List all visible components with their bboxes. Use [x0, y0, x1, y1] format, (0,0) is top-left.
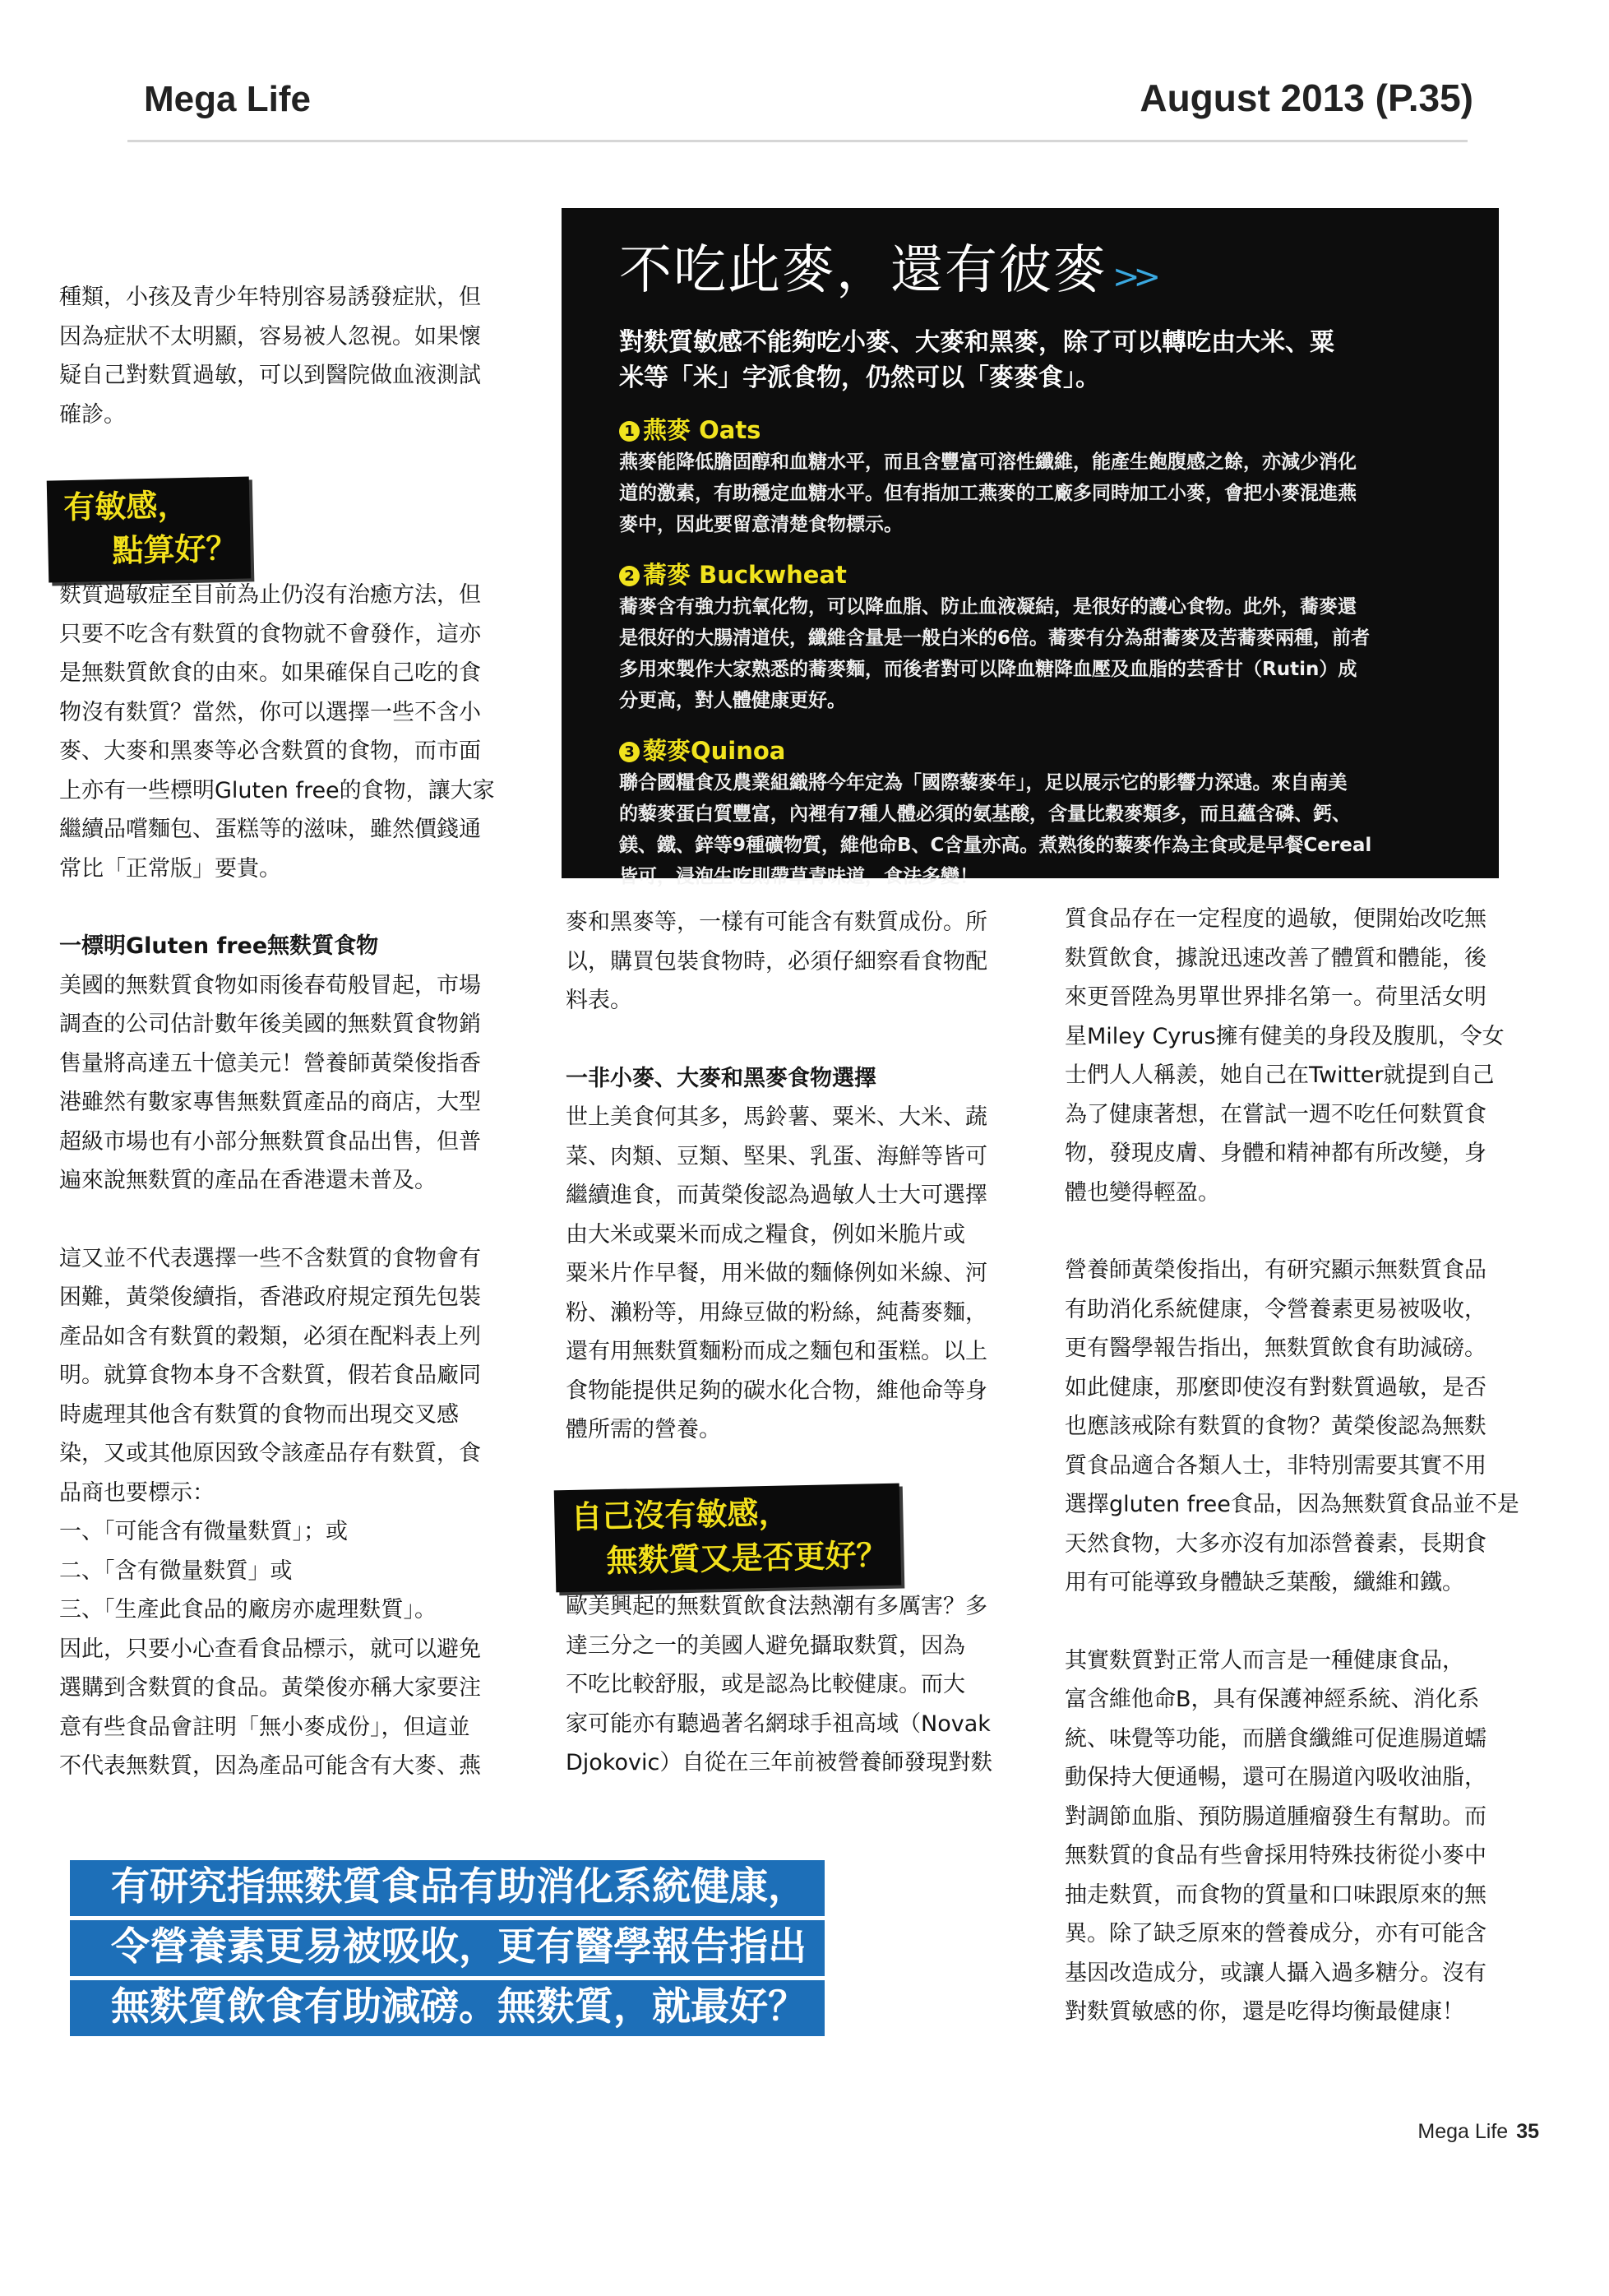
text-line: 這又並不代表選擇一些不含麩質的食物會有: [59, 1245, 481, 1271]
col3-body: [1065, 900, 1533, 2032]
pull-quote-line: 令營養素更易被吸收，更有醫學報告指出: [70, 1920, 825, 1976]
text-line: 困難，黃榮俊續指，香港政府規定預先包裝: [59, 1285, 481, 1310]
text-line: 鎂、鐵、鋅等9種礦物質，維他命B、C含量亦高。煮熟後的藜麥作為主食或是早餐Cereal: [619, 835, 1372, 856]
grain-name: 燕麥 Oats: [643, 416, 761, 444]
text-line: 遍來說無麩質的產品在香港還未普及。: [59, 1168, 437, 1193]
text-line: 港雖然有數家專售無麩質產品的商店，大型: [59, 1090, 481, 1115]
text-line: 還有用無麩質麵粉而成之麵包和蛋糕。以上: [566, 1339, 987, 1364]
text-line: 分更高，對人體健康更好。: [619, 690, 846, 711]
text-line: 星Miley Cyrus擁有健美的身段及腹肌，令女: [1065, 1023, 1505, 1049]
text-line: 富含維他命B，具有保護神經系統、消化系: [1065, 1687, 1480, 1712]
subheading-gluten-free: 一標明Gluten free無麩質食物: [59, 933, 379, 959]
text-line: 達三分之一的美國人避免攝取麩質，因為: [566, 1632, 965, 1659]
text-line: 繼續進食，而黃榮俊認為過敏人士大可選擇: [566, 1183, 987, 1208]
header-divider: [127, 140, 1468, 142]
heading-line: 點算好？: [112, 530, 238, 569]
text-line: 動保持大便通暢，還可在腸道內吸收油脂，: [1065, 1765, 1486, 1790]
text-line: 由大米或粟米而成之糧食，例如米脆片或: [566, 1221, 965, 1248]
subheading-non-wheat-options: 一非小麥、大麥和黑麥食物選擇: [566, 1065, 876, 1091]
text-line: 食物能提供足夠的碳水化合物，維他命等身: [566, 1377, 987, 1404]
grain-name: 藜麥Quinoa: [643, 737, 786, 765]
grain-alternatives-box: [562, 208, 1499, 887]
footer: [1417, 2120, 1539, 2144]
text-line: 道的激素，有助穩定血糖水平。但有指加工燕麥的工廠多同時加工小麥，會把小麥混進燕: [619, 483, 1357, 504]
text-line: 麥、大麥和黑麥等必含麩質的食物，而市面: [59, 738, 481, 764]
text-line: 士們人人稱羨，她自己在Twitter就提到自己: [1065, 1062, 1495, 1088]
text-line: 米等「米」字派食物，仍然可以「麥麥食」。: [619, 363, 1100, 392]
text-line: 多用來製作大家熟悉的蕎麥麵，而後者對可以降血糖降血壓及血脂的芸香甘（Rutin）成: [619, 659, 1357, 680]
footer-brand: Mega Life: [1417, 2120, 1509, 2143]
text-line: 產品如含有麩質的穀類，必須在配料表上列: [59, 1323, 481, 1349]
text-line: 天然食物，大多亦沒有加添營養素，長期食: [1065, 1530, 1486, 1557]
text-line: 售量將高達五十億美元！營養師黃榮俊指香: [59, 1050, 481, 1076]
text-line: 繼續品嚐麵包、蛋糕等的滋味，雖然價錢通: [59, 817, 481, 842]
text-line: 菜、肉類、豆類、堅果、乳蛋、海鮮等皆可: [566, 1143, 987, 1169]
text-line: 為了健康著想，在嘗試一週不吃任何麩質食: [1065, 1101, 1486, 1127]
text-line: 質食品適合各類人士，非特別需要其實不用: [1065, 1452, 1486, 1479]
text-line: 因此，只要小心查看食品標示，就可以避免: [59, 1636, 481, 1662]
number-badge-icon: 3: [619, 742, 640, 762]
text-line: 一、「可能含有微量麩質」；或: [59, 1519, 348, 1544]
text-line: 對麩質敏感不能夠吃小麥、大麥和黑麥，除了可以轉吃由大米、粟: [619, 328, 1334, 357]
col1-intro: [59, 278, 520, 434]
text-line: 基因改造成分，或讓人攝入過多糖分。沒有: [1065, 1960, 1486, 1986]
text-line: 對調節血脂、預防腸道腫瘤發生有幫助。而: [1065, 1803, 1486, 1830]
col2-top: [566, 903, 1026, 1450]
text-line: 麩質過敏症至目前為止仍沒有治癒方法，但: [59, 582, 481, 608]
text-line: 是無麩質飲食的由來。如果確保自己吃的食: [59, 660, 481, 686]
text-line: 粉、瀨粉等，用綠豆做的粉絲，純蕎麥麵，: [566, 1299, 987, 1326]
text-line: 質食品存在一定程度的過敏，便開始改吃無: [1065, 906, 1486, 932]
text-line: Djokovic）自從在三年前被營養師發現對麩: [566, 1750, 993, 1775]
text-line: 確診。: [59, 401, 126, 428]
text-line: 對麩質敏感的你，還是吃得均衡最健康！: [1065, 1999, 1464, 2025]
text-line: 是很好的大腸清道伕，纖維含量是一般白米的6倍。蕎麥有分為甜蕎麥及苦蕎麥兩種，前者: [619, 627, 1371, 649]
text-line: 只要不吃含有麩質的食物就不會發作，這亦: [59, 621, 481, 647]
text-line: 種類，小孩及青少年特別容易誘發症狀，但: [59, 285, 481, 310]
text-line: 用有可能導致身體缺乏葉酸，纖維和鐵。: [1065, 1570, 1464, 1595]
heading-allergy-what-to-do: [47, 476, 252, 582]
text-line: 常比「正常版」要貴。: [59, 855, 281, 882]
text-line: 染，又或其他原因致令該產品存有麩質，食: [59, 1441, 481, 1466]
text-line: 調查的公司估計數年後美國的無麩質食物銷: [59, 1011, 481, 1037]
text-line: 意有些食品會註明「無小麥成份」，但這並: [59, 1714, 470, 1740]
text-line: 營養師黃榮俊指出，有研究顯示無麩質食品: [1065, 1257, 1486, 1283]
pull-quote-line: 有研究指無麩質食品有助消化系統健康，: [70, 1860, 825, 1916]
text-line: 更有醫學報告指出，無麩質飲食有助減磅。: [1065, 1335, 1486, 1361]
text-line: 麥中，因此要留意清楚食物標示。: [619, 514, 903, 535]
text-line: 其實麩質對正常人而言是一種健康食品，: [1065, 1647, 1464, 1673]
text-line: 抽走麩質，而食物的質量和口味跟原來的無: [1065, 1882, 1486, 1908]
text-line: 聯合國糧食及農業組織將今年定為「國際藜麥年」，足以展示它的影響力深遠。來自南美: [619, 772, 1348, 794]
heading-line: 有敏感，: [62, 486, 189, 526]
text-line: 疑自己對麩質過敏，可以到醫院做血液測試: [59, 363, 481, 388]
text-line: 蕎麥含有強力抗氧化物，可以降血脂、防止血液凝結，是很好的護心食物。此外，蕎麥還: [619, 596, 1357, 618]
text-line: 不吃比較舒服，或是認為比較健康。而大: [566, 1672, 965, 1697]
number-badge-icon: 1: [619, 421, 640, 442]
text-line: 有助消化系統健康，令營養素更易被吸收，: [1065, 1296, 1486, 1322]
text-line: 品商也要標示：: [59, 1479, 215, 1506]
text-line: 的藜麥蛋白質豐富，內裡有7種人體必須的氨基酸，含量比穀麥類多，而且蘊含磷、鈣、: [619, 803, 1352, 825]
heading-no-allergy-better: [554, 1484, 902, 1593]
text-line: 上亦有一些標明Gluten free的食物，讓大家: [59, 777, 495, 803]
text-line: 如此健康，那麼即使沒有對麩質過敏，是否: [1065, 1374, 1486, 1400]
text-line: 時處理其他含有麩質的食物而出現交叉感: [59, 1401, 459, 1428]
text-line: 世上美食何其多，馬鈴薯、粟米、大米、蔬: [566, 1104, 987, 1130]
text-line: 體所需的營養。: [566, 1417, 721, 1442]
col1-body: [59, 576, 520, 1786]
grain-quinoa: [619, 734, 1459, 892]
magazine-name: Mega Life: [144, 79, 311, 119]
text-line: 超級市場也有小部分無麩質食品出售，但普: [59, 1128, 481, 1155]
text-line: 明。就算食物本身不含麩質，假若食品廠同: [59, 1363, 481, 1388]
box-title-text: 不吃此麥，還有彼麥: [619, 240, 1107, 301]
text-line: 也應該戒除有麩質的食物？黃榮俊認為無麩: [1065, 1414, 1486, 1439]
text-line: 來更晉陞為男單世界排名第一。荷里活女明: [1065, 984, 1486, 1010]
pull-quote-line: 無麩質飲食有助減磅。無麩質，就最好？: [70, 1980, 825, 2036]
text-line: 麩質飲食，據說迅速改善了體質和體能，後: [1065, 945, 1486, 971]
pull-quote-banner: [70, 1860, 958, 2040]
text-line: 選購到含麩質的食品。黃榮俊亦稱大家要注: [59, 1675, 481, 1701]
text-line: 麥和黑麥等，一樣有可能含有麩質成份。所: [566, 910, 987, 935]
text-line: 二、「含有微量麩質」或: [59, 1558, 293, 1584]
box-title: [619, 236, 1459, 312]
text-line: 燕麥能降低膽固醇和血糖水平，而且含豐富可溶性纖維，能產生飽腹感之餘，亦減少消化: [619, 451, 1357, 473]
heading-line: 無麩質又是否更好？: [606, 1536, 888, 1580]
text-line: 不代表無麩質，因為產品可能含有大麥、燕: [59, 1753, 481, 1779]
text-line: 因為症狀不太明顯，容易被人忽視。如果懷: [59, 323, 481, 349]
text-line: 粟米片作早餐，用米做的麵條例如米線、河: [566, 1261, 987, 1286]
page-number: 35: [1516, 2120, 1539, 2143]
grain-buckwheat: [619, 558, 1459, 716]
text-line: 皆可，浸泡生吃則帶草青味道，食法多變！: [619, 866, 978, 887]
text-line: 三、「生產此食品的廠房亦處理麩質」。: [59, 1597, 437, 1622]
text-line: 歐美興起的無麩質飲食法熱潮有多厲害？多: [566, 1594, 987, 1619]
text-line: 異。除了缺乏原來的營養成分，亦有可能含: [1065, 1921, 1486, 1947]
number-badge-icon: 2: [619, 566, 640, 586]
text-line: 選擇gluten free食品，因為無麩質食品並不是: [1065, 1492, 1519, 1517]
text-line: 無麩質的食品有些會採用特殊技術從小麥中: [1065, 1843, 1486, 1868]
grain-name: 蕎麥 Buckwheat: [643, 561, 847, 589]
col2-bottom: [566, 1587, 1026, 1783]
text-line: 美國的無麩質食物如雨後春荀般冒起，市場: [59, 972, 481, 998]
grain-oats: [619, 414, 1459, 540]
issue-date-page: August 2013 (P.35): [1140, 76, 1473, 119]
text-line: 家可能亦有聽過著名網球手祖高域（Novak: [566, 1710, 991, 1737]
text-line: 統、味覺等功能，而膳食纖維可促進腸道蠕: [1065, 1725, 1486, 1752]
box-intro: [619, 325, 1459, 396]
text-line: 體也變得輕盈。: [1065, 1179, 1220, 1206]
text-line: 物沒有麩質？當然，你可以選擇一些不含小: [59, 699, 481, 725]
text-line: 料表。: [566, 988, 632, 1013]
double-arrow-icon: >>: [1112, 258, 1155, 296]
text-line: 物，發現皮膚、身體和精神都有所改變，身: [1065, 1141, 1486, 1166]
text-line: 以，購買包裝食物時，必須仔細察看食物配: [566, 948, 987, 974]
heading-line: 自己沒有敏感，: [570, 1494, 790, 1535]
